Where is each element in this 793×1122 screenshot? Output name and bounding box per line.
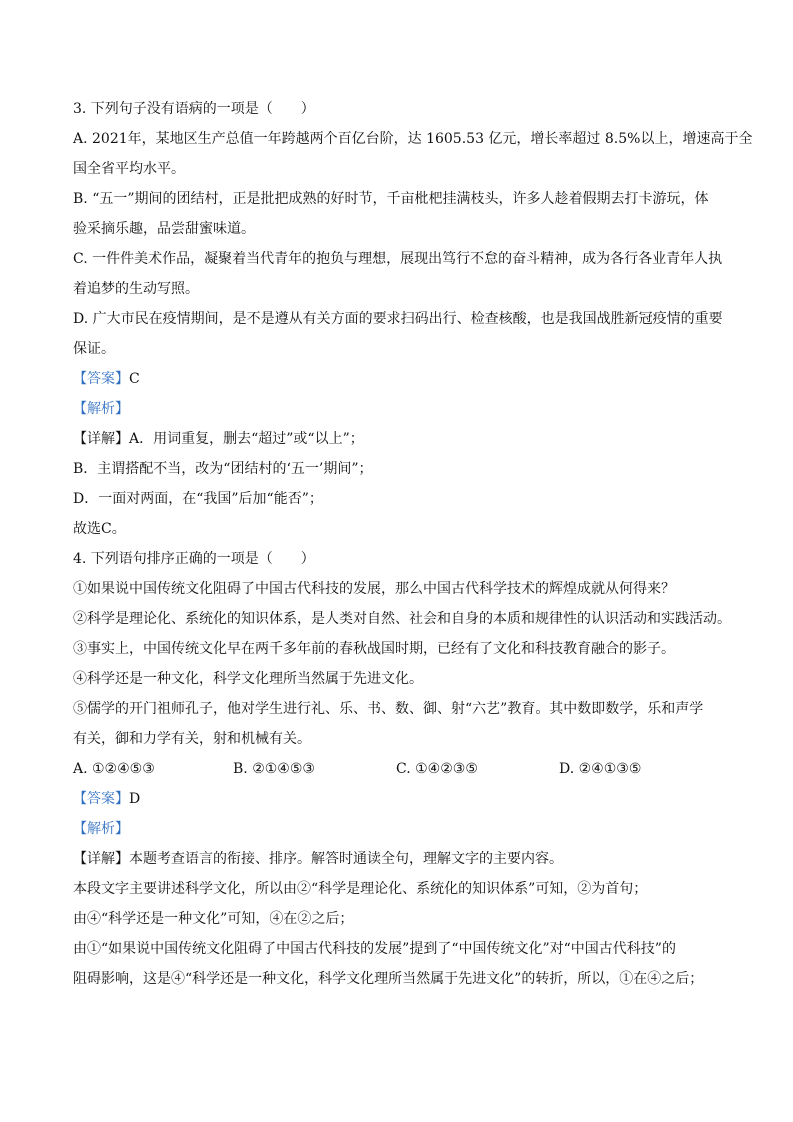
q3-stem: 3. 下列句子没有语病的一项是（ ） [73,101,315,117]
q3-option-a-line-1: A. 2021年，某地区生产总值一年跨越两个百亿台阶，达 1605.53 亿元，增长率超过 8.5%以上，增速高于全 [73,131,753,147]
q3-detail-line-2: B．主谓搭配不当，改为“团结村的‘五一’期间”； [73,461,373,477]
q3-detail-line-4: 故选C。 [73,521,126,537]
q4-detail-line-3: 由①“如果说中国传统文化阻碍了中国古代科技的发展”提到了“中国传统文化”对“中国古代科技”的 [73,941,676,957]
q4-sentence-4: ④科学还是一种文化，科学文化理所当然属于先进文化。 [73,671,423,687]
document-content [73,94,753,994]
q4-stem: 4. 下列语句排序正确的一项是（ ） [73,551,315,567]
q3-detail-line-1: A．用词重复，删去“超过”或“以上”； [129,431,364,447]
q3-option-b-line-1: B. “五一”期间的团结村，正是批把成熟的好时节，千亩枇杷挂满枝头，许多人趁着假期去打卡游玩，体 [73,191,709,207]
q4-option-d: D. ②④①③⑤ [559,761,642,777]
q3-analysis [73,394,723,424]
q4-option-b: B. ②①④⑤③ [233,761,315,777]
q4-sentence-3: ③事实上，中国传统文化早在两千多年前的春秋战国时期，已经有了文化和科技教育融合的影子。 [73,641,675,657]
q4-answer-label: 【答案】 [73,791,129,807]
q3-detail [73,424,723,454]
q4-detail-line-4: 阻碍影响，这是④“科学还是一种文化，科学文化理所当然属于先进文化”的转折，所以，①在④之后； [73,971,704,987]
q4-detail-first: 本题考查语言的衔接、排序。解答时通读全句，理解文字的主要内容。 [129,851,563,867]
q4-detail-label: 【详解】 [73,851,129,867]
q4-detail-line-2: 由④“科学还是一种文化”可知，④在②之后； [73,911,354,927]
q3-answer-value: C [129,371,140,387]
q4-sentence-5-cont: 有关，御和力学有关，射和机械有关。 [73,731,311,747]
q4-answer [73,784,723,814]
q4-options [73,754,723,784]
q3-option-b-line-2: 验采摘乐趣，品尝甜蜜味道。 [73,221,255,237]
q3-answer [73,364,723,394]
q4-analysis-label: 【解析】 [73,821,129,837]
q3-detail-line-3: D．一面对两面，在“我国”后加“能否”； [73,491,323,507]
q3-option-d-line-2: 保证。 [73,341,115,357]
q4-answer-value: D [129,791,141,807]
q3-option-d-line-1: D. 广大市民在疫情期间，是不是遵从有关方面的要求扫码出行、检查核酸，也是我国战胜新冠疫情的重要 [73,311,723,327]
q4-sentence-1: ①如果说中国传统文化阻碍了中国古代科技的发展，那么中国古代科学技术的辉煌成就从何得来？ [73,581,675,597]
q4-option-a: A. ①②④⑤③ [73,761,155,777]
q4-sentence-2: ②科学是理论化、系统化的知识体系，是人类对自然、社会和自身的本质和规律性的认识活动和实践活动。 [73,611,731,627]
q4-option-c: C. ①④②③⑤ [396,761,478,777]
q4-detail-line-1: 本段文字主要讲述科学文化，所以由②“科学是理论化、系统化的知识体系”可知，②为首句； [73,881,648,897]
q4-sentence-5: ⑤儒学的开门祖师孔子，他对学生进行礼、乐、书、数、御、射“六艺”教育。其中数即数学，乐和声学 [73,701,704,717]
q3-option-a-line-2: 国全省平均水平。 [73,161,185,177]
q3-analysis-label: 【解析】 [73,401,129,417]
q4-analysis [73,814,723,844]
q3-answer-label: 【答案】 [73,371,129,387]
q3-option-c-line-1: C. 一件件美术作品，凝聚着当代青年的抱负与理想，展现出笃行不怠的奋斗精神，成为各行各业青年人执 [73,251,723,267]
q3-option-c-line-2: 着追梦的生动写照。 [73,281,199,297]
q3-detail-label: 【详解】 [73,431,129,447]
q4-detail [73,844,723,874]
